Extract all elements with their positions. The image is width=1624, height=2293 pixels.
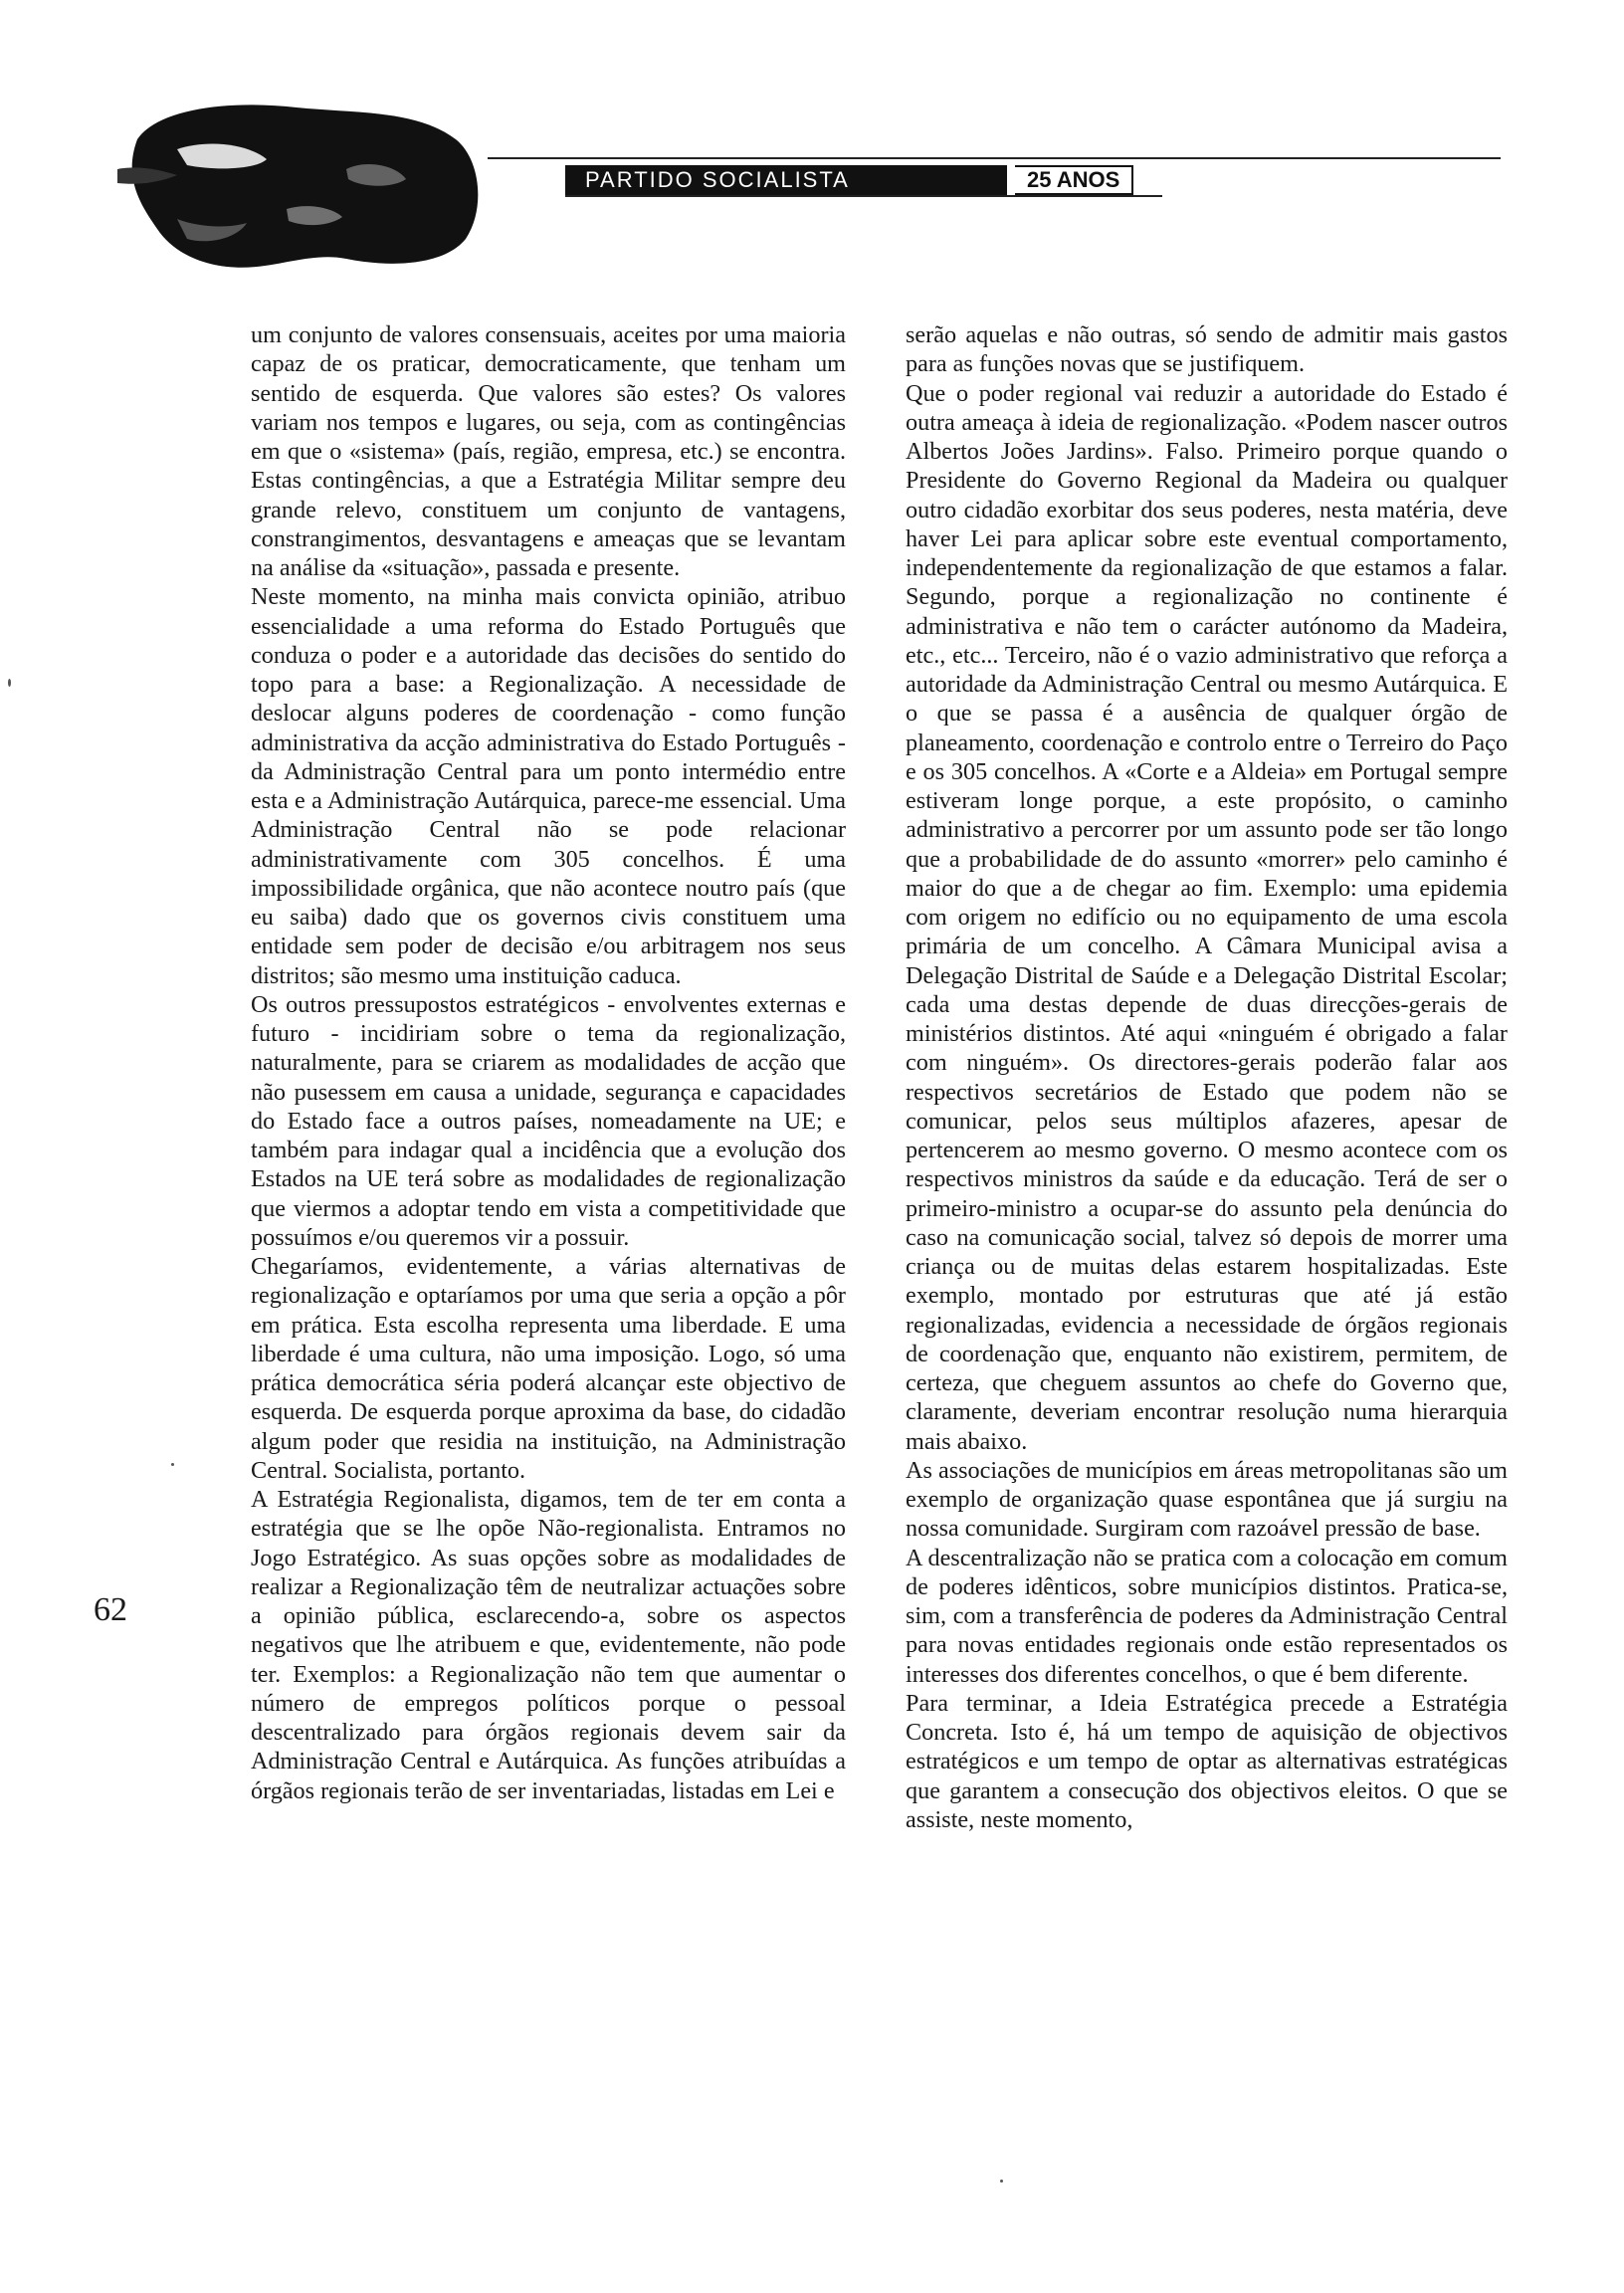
- header-logo-graphic: [117, 100, 488, 271]
- header-underline: [565, 195, 1162, 197]
- left-text-column: [251, 320, 846, 1805]
- paragraph: A Estratégia Regionalista, digamos, tem de ter em conta a estratégia que se lhe opõe Não-regionalista. Entramos no Jogo Estratégico. As suas opções sobre as modalidades de realizar a Regionalização têm de neutralizar actuações sobre a opinião pública, esclarecendo-a, sobre os aspectos negativos que lhe atribuem e que, evidentemente, não pode ter. Exemplos: a Regionalização não tem que aumentar o número de empregos políticos porque o pessoal descentralizado para órgãos regionais devem sair da Administração Central e Autárquica. As funções atribuídas a órgãos regionais terão de ser inventariadas, listadas em Lei e: [251, 1486, 846, 1804]
- paragraph: Para terminar, a Ideia Estratégica precede a Estratégia Concreta. Isto é, há um tempo de aquisição de objectivos estratégicos e um tempo de optar as alternativas estratégicas que garantem a consecução dos objectivos eleitos. O que se assiste, neste momento,: [906, 1689, 1508, 1833]
- header-rule: [488, 157, 1501, 159]
- header-party-name: PARTIDO SOCIALISTA PORTUGUÊS: [565, 165, 1007, 195]
- scan-speck: [1000, 2180, 1003, 2183]
- paragraph: serão aquelas e não outras, só sendo de admitir mais gastos para as funções novas que se justifiquem.: [906, 321, 1508, 378]
- header-anniversary-label: 25 ANOS: [1015, 165, 1133, 195]
- paragraph: Os outros pressupostos estratégicos - envolventes externas e futuro - incidiriam sobre o tema da regionalização, naturalmente, para se criarem as modalidades de acção que não pusessem em causa a unidade, segurança e capacidades do Estado face a outros países, nomeadamente na UE; e também para indagar qual a incidência que a evolução dos Estados na UE terá sobre as modalidades de regionalização que viermos a adoptar tendo em vista a competitividade que possuímos e/ou queremos vir a possuir.: [251, 990, 846, 1251]
- page-number: 62: [94, 1591, 127, 1628]
- right-text-column: [906, 320, 1508, 1834]
- paragraph: Que o poder regional vai reduzir a autoridade do Estado é outra ameaça à ideia de regionalização. «Podem nascer outros Albertos Joões Jardins». Falso. Primeiro porque quando o Presidente do Governo Regional da Madeira ou qualquer outro cidadão exorbitar dos seus poderes, nesta matéria, deve haver Lei para aplicar sobre este eventual comportamento, independentemente da regionalização de que estamos a falar. Segundo, porque a regionalização no continente é administrativa e não tem o carácter autónomo da Madeira, etc., etc... Terceiro, não é o vazio administrativo que reforça a autoridade da Administração Central ou mesmo Autárquica. E o que se passa é a ausência de qualquer órgão de planeamento, coordenação e controlo entre o Terreiro do Paço e os 305 concelhos. A «Corte e a Aldeia» em Portugal sempre estiveram longe porque, a este propósito, o caminho administrativo a percorrer por um assunto pode ser tão longo que a probabilidade de do assunto «morrer» pelo caminho é maior do que a de chegar ao fim. Exemplo: uma epidemia com origem no edifício ou no equipamento de uma escola primária de um concelho. A Câmara Municipal avisa a Delegação Distrital de Saúde e a Delegação Distrital Escolar; cada uma destas depende de duas direcções-gerais de ministérios distintos. Até aqui «ninguém é obrigado a falar com ninguém». Os directores-gerais poderão falar aos respectivos secretários de Estado que podem não se comunicar, pelos seus múltiplos afazeres, apesar de pertencerem ao mesmo governo. O mesmo acontece com os respectivos ministros da saúde e da educação. Terá de ser o primeiro-ministro a ocupar-se do assunto pela denúncia do caso na comunicação social, talvez só depois de morrer uma criança ou de muitas delas estarem hospitalizadas. Este exemplo, montado por estruturas que até já estão regionalizadas, evidencia a necessidade de órgãos regionais de coordenação que, enquanto não existirem, permitem, de certeza, que cheguem assuntos ao chefe do Governo que, claramente, deveriam encontrar resolução numa hierarquia mais abaixo.: [906, 379, 1508, 1455]
- paragraph: Neste momento, na minha mais convicta opinião, atribuo essencialidade a uma reforma do Estado Português que conduza o poder e a autoridade das decisões do sentido do topo para a base: a Regionalização. A necessidade de deslocar alguns poderes de coordenação - como função administrativa da acção administrativa do Estado Português - da Administração Central para um ponto intermédio entre esta e a Administração Autárquica, parece-me essencial. Uma Administração Central não se pode relacionar administrativamente com 305 concelhos. É uma impossibilidade orgânica, que não acontece noutro país (que eu saiba) dado que os governos civis constituem uma entidade sem poder de decisão e/ou arbitragem nos seus distritos; são mesmo uma instituição caduca.: [251, 583, 846, 989]
- paragraph: um conjunto de valores consensuais, aceites por uma maioria capaz de os praticar, democraticamente, que tenham um sentido de esquerda. Que valores são estes? Os valores variam nos tempos e lugares, ou seja, com as contingências em que o «sistema» (país, região, empresa, etc.) se encontra. Estas contingências, a que a Estratégia Militar sempre deu grande relevo, constituem um conjunto de vantagens, constrangimentos, desvantagens e ameaças que se levantam na análise da «situação», passada e presente.: [251, 321, 846, 581]
- paragraph: Chegaríamos, evidentemente, a várias alternativas de regionalização e optaríamos por uma que seria a opção a pôr em prática. Esta escolha representa uma liberdade. E uma liberdade é uma cultura, não uma imposição. Logo, só uma prática democrática séria poderá alcançar este objectivo de esquerda. De esquerda porque aproxima da base, do cidadão algum poder que residia na instituição, na Administração Central. Socialista, portanto.: [251, 1253, 846, 1484]
- paragraph: A descentralização não se pratica com a colocação em comum de poderes idênticos, sobre municípios distintos. Pratica-se, sim, com a transferência de poderes da Administração Central para novas entidades regionais onde estão representados os interesses dos diferentes concelhos, o que é bem diferente.: [906, 1544, 1508, 1688]
- running-header: [565, 165, 1133, 222]
- scan-speck: [8, 679, 11, 687]
- paragraph: As associações de municípios em áreas metropolitanas são um exemplo de organização quase espontânea que já surgiu na nossa comunidade. Surgiram com razoável pressão de base.: [906, 1456, 1508, 1543]
- scan-speck: [171, 1463, 174, 1466]
